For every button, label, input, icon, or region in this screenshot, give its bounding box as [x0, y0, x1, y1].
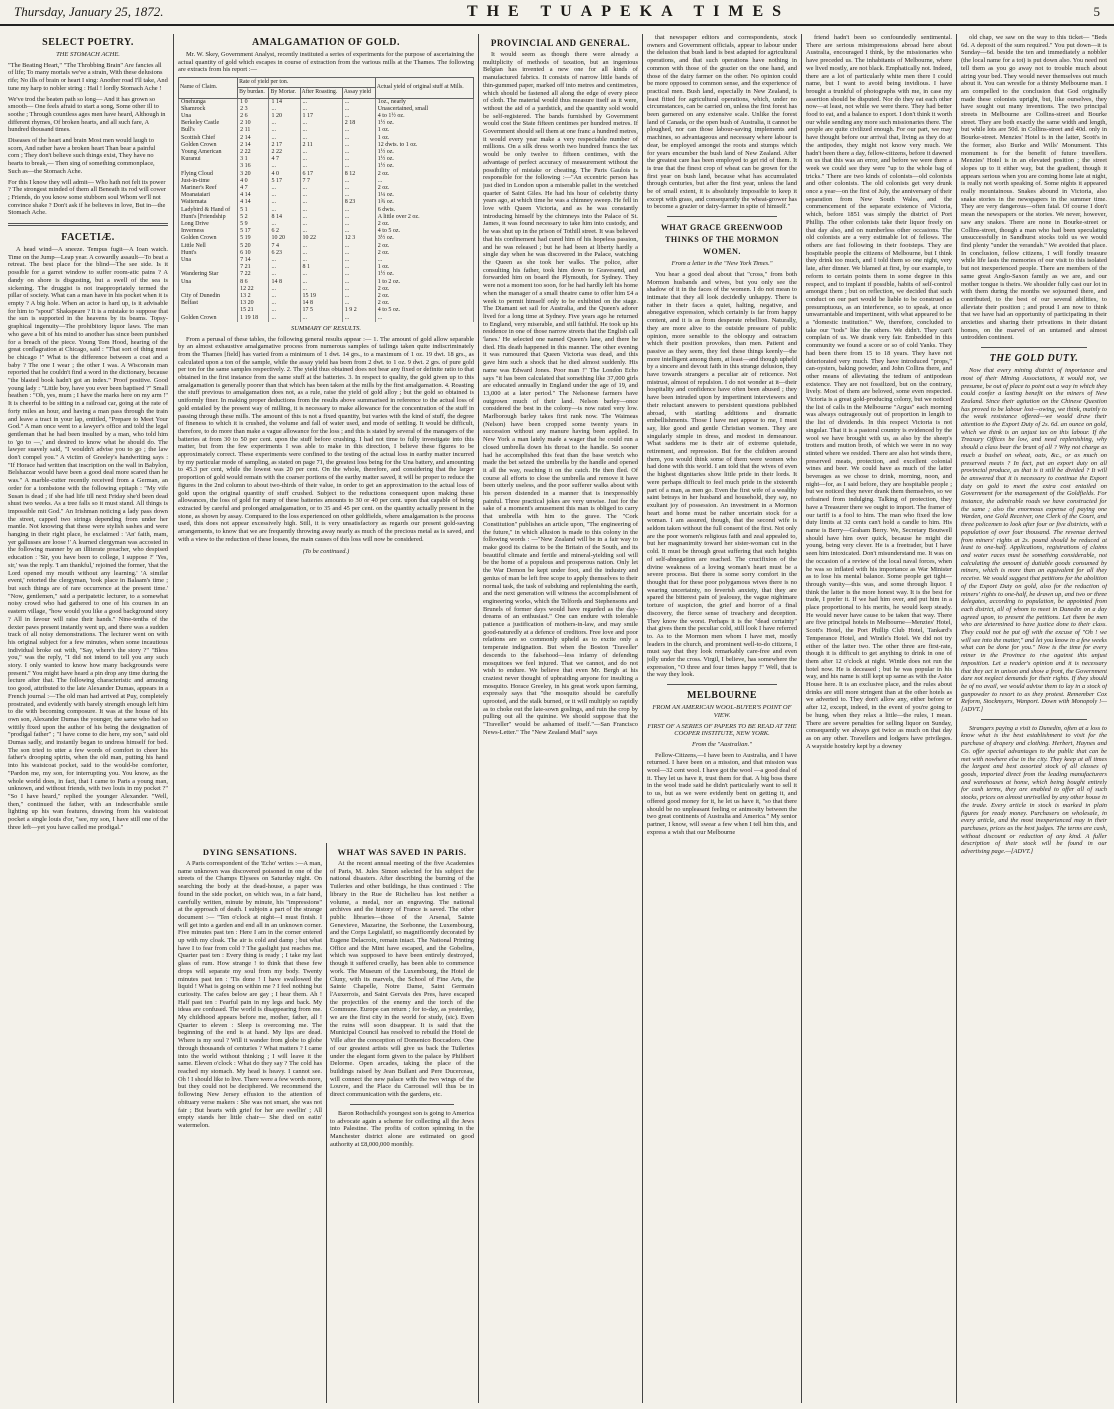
yield-table [178, 77, 474, 322]
table-cell: 1 9 2 [342, 307, 375, 314]
table-cell: A little over 2 oz. [375, 214, 473, 221]
table-header: After Roasting. [300, 88, 342, 98]
table-cell: ... [300, 199, 342, 206]
table-cell: Waitemata [179, 199, 238, 206]
table-cell: Golden Crown [179, 142, 238, 149]
table-cell: 1½ oz. [375, 120, 473, 127]
table-cell: Onehunga [179, 98, 238, 106]
table-cell: 14 8 [269, 279, 300, 286]
table-cell: 2 22 [269, 149, 300, 156]
table-cell: 3 1 [238, 156, 269, 163]
table-cell: 7 14 [238, 257, 269, 264]
article-body: that newspaper editors and correspondents, stock owners and Government officials, appear to labour under the delusion that bush land is best adapted for agricultural operations, and that such operations have nothing in common with those of the grazier on the one hand, and those of the dairy farmer on the other. No opinion could be more opposed to common sense, and the experience of practical men. Bush land, especially in New Zealand, is least fitted for agricultural operations, which, under no circumstances, can be carried on, unless the first forest has been garnered on any extensive scale. Unlike the forest land of Canada, or the open bush of Australia, it cannot be ploughed, nor can those labour-saving implements and machines, so advantageous and necessary where labour is dear, be employed amongst the roots and stumps which for years encumber the bush land of New Zealand. After the greatest care has been employed to get rid of them. It is true that the finest crop of wheat can be grown for the first year on bush land, because what has accumulated through centuries, but after the first year, unless the land be of small extent, it is absolutely impossible to keep it except with grass, and consequently the wheat-grower has to become a grazier or dairy-farmer in spite of himself." [647, 34, 797, 211]
table-cell: ... [300, 156, 342, 163]
table-cell: Moanataiari [179, 192, 238, 199]
table-cell: 12 3 [342, 235, 375, 242]
table-cell: ... [300, 286, 342, 293]
table-row [179, 127, 474, 134]
article-heading: WHAT GRACE GREENWOOD THINKS OF THE MORMON WOMEN. [660, 223, 784, 257]
table-group-header: Rate of yield per ton. [238, 78, 376, 88]
table-cell: 1½ oz. [375, 156, 473, 163]
table-cell: 4 to 5 oz. [375, 307, 473, 314]
divider [981, 347, 1087, 348]
table-cell: ... [300, 192, 342, 199]
table-cell: 5 17 [269, 178, 300, 185]
table-cell: 1½ oz. [375, 163, 473, 170]
table-cell: ... [269, 127, 300, 134]
article-dying-sensations [178, 843, 322, 1403]
table-cell: 2 oz. [375, 293, 473, 300]
table-row [179, 171, 474, 178]
table-cell: 4 0 [269, 171, 300, 178]
table-cell: 2 14 [238, 135, 269, 142]
table-cell: ... [342, 221, 375, 228]
table-cell: Hunt's [179, 250, 238, 257]
article-heading: WHAT WAS SAVED IN PARIS. [337, 847, 467, 857]
table-cell: Bull's [179, 127, 238, 134]
table-row [179, 156, 474, 163]
table-cell: ... [269, 300, 300, 307]
table-cell: ... [342, 286, 375, 293]
table-cell: 7 22 [238, 271, 269, 278]
table-cell: 2 oz. [375, 185, 473, 192]
article-body: Fellow-Citizens,—I have been to Australia, and I have returned. I have been on a mission, and that mission was wool—32 cent wool. I have got the wool —a good deal of it. They let us have it, trust them for that. A big boss there in the wool trade said he didn't particularly want to sell it to us, but as we were evidently bent on getting it, and offered good money for it, he let us have it, "so that there should be no unpleasant feeling or animosity between the two great continents of Australia and America." My senior partner, I know, will swear a few when I tell him this, and express a wish that our Melbourne [647, 751, 797, 836]
table-cell: 10 22 [300, 235, 342, 242]
table-cell: 4 14 [238, 192, 269, 199]
table-cell: 1¾ oz. [375, 199, 473, 206]
table-cell: 6 2 [269, 228, 300, 235]
table-cell: ... [342, 163, 375, 170]
table-cell: ... [375, 178, 473, 185]
table-cell: 1 0 [238, 98, 269, 106]
table-row [179, 207, 474, 214]
table-cell: ... [300, 98, 342, 106]
column-rule [801, 34, 802, 1403]
table-cell: ... [300, 106, 342, 113]
column-rule [642, 34, 643, 1403]
table-cell: 2 oz. [375, 250, 473, 257]
table-header: Actual yield of original stuff at Mills. [375, 78, 473, 98]
table-cell: 8 23 [342, 199, 375, 206]
poem-stanza: For this I know they will admit— Who hath not felt its power ? The strongest minded of them all Beneath its rod will cower ; Friends, do you know some stubborn soul Whom we'll not convince shake ? Don't ask if he believes in love, But in—the Stomach Ache. [8, 178, 167, 217]
table-row [179, 113, 474, 120]
table-cell: 3 16 [238, 163, 269, 170]
column-poetry [8, 34, 168, 1403]
divider [350, 1104, 454, 1105]
table-row [179, 315, 474, 322]
table-cell: 7 7 [300, 178, 342, 185]
table-cell: ... [300, 243, 342, 250]
poem [8, 62, 168, 217]
table-cell: ... [269, 207, 300, 214]
table-row [179, 235, 474, 242]
poem-stanza: Diseases of the heart and brain Most men would laugh to scorn, And rather have a broken heart Than bear a painful corn ; They don't believe such things exist, They have no hearts to break,— Then sing of something commonplace, Such as—the Stomach Ache. [8, 137, 156, 175]
table-cell: ... [300, 315, 342, 322]
article-body: old chap, we saw on the way to this ticket— "Beds 6d. A deposit of the sum required." You put down—it is Sunday—6d. beside the ten and immediately a nobbler (the local name for a tot) is put down also. You need not tell them as you go away not to trouble much about airing your bed. They would never themselves out much about it. You can wrestle for a thirsty Melbourne man. I am compelled to the conclusion that God originally made these colonists upright, but, like ourselves, they have sought out many inventions. The two principal streets in Melbourne are Collins-street and Bourke street. They are both exactly the same width and length, but while lots are 50d. in Collins-street and 40d. only in Bourke-street. Menzies' Hotel is in the latter, Scott's in the former, also Burke and Wills' Monument. This monument is for the benefit of future travellers. Menzies' Hotel is in an elevated position ; the street slopes up to it either way, but the gradient, though it appears serious when you are coming home late at night, is really not worth speaking of. Some nights it appeared really mountainous. Snakes abound in Victoria, also snake stories in the newspapers in the summer time. They are very dangerous—often fatal. Of course I don't mean the newspapers or the stories. We never, however, saw any snakes. There are none in Bourke-street or Collins-street, though a man who had been speculating unsuccessfully in Sandhurst stocks told us we would find plenty "under the verandah." We avoided that place. In conclusion, fellow citizens, I will fondly treasure while life lasts the memories of our visit to this isolated but not inexperienced people. There are members of the same great Anglo-Saxon family as we are, and our mother tongue is theirs. We shoulder fully cast our lot in with them during the months we sojourned there, and contributed, to the best of our several abilities, to alleviate their position ; and proud I am now to think that we have had an opportunity of participating in their anxieties and sharing their privations in their distant homes, on the marvel of an untamed and almost untrodden continent. [961, 34, 1107, 342]
table-row [179, 271, 474, 278]
table-cell: 10 20 [269, 235, 300, 242]
table-row [179, 250, 474, 257]
table-cell: Golden Crown [179, 235, 238, 242]
table-cell: Hunt's [Friendship [179, 214, 238, 221]
news-item: Baron Rothschild's youngest son is going to America to advocate again a scheme for collecting all the Jews into Palestine. The profits of cotton spinning in the Manchester district alone are estimated on good authority at £8,000,000 monthly. [330, 1109, 474, 1148]
facetiae-text: A head wind—A sneeze. Tempus fugit—A Ioan watch. Time on the Jump—Leap year. A cowardly assault—To beat a retreat. The best place for the blind—The see side. Is it possible for a garret window to suffer room-atic pains ? A dandy on shore is disgusting, but a swell of the sea is sickening. The druggist is not inappropriately termed the pillar of society. What can a man have in his pocket when it is empty ? A big hole. When an actor is hard up, is it advisable for him to "spout" Shakspeare ? It is a mistake to suppose that the sun is supported in the heavens by its beams. Topsy-graphical ingenuity—The prohibitory liquor laws. The man who gave a bit of his mind to another has since been punished for a breach of the piece. Young Tom Hood, hearing of the great conflagration at Chicago, said : "That sort of thing must be chicago !" What is the difference between a coat and a baby ? The one I wear ; the other I was. A Wisconsin man reported that he couldn't find a word in the dictionary, because "the blasted book hadn't got an index." Proof positive. Good young lady : "Little boy, have you ever been baptised ?" Small heathen : "Oh, yes, mum ; I have the marks here on my arm !" It is cheerful to be sitting in a railroad car, going at the rate of forty miles an hour, and having a man pass through the train and leave a tract in your lap, entitled, "Prepare to Meet Your God." A man once went to a lawyer's office and told the legal gentleman that he had been insulted by a man, who told him to 'go to —,' and desired to know what he should do. The lawyer suavely said, "I wouldn't advise you to go ; the law don't compel you." A victim of Greeley's handwriting says : "If Horace had written that inscription on the wall in Babylon, Belshazzar would have been a good deal more scared than he was." A marble-cutter recently received from a German, an order for a tombstone with the following epitaph : "My vife Susan is dead ; if she had life till next Friday she'd been dead shust two weeks. As a tree falls so it must stand. All things is impossible mit God." An Irishman noticing a lady pass down the street, capped two strings depending from under her mantle. Not knowing that these were stylish sashes and were hanging in their right place, he exclaimed : 'An' faith, mam, yer gallusses are loose !' A learned clergyman was accosted in the following manner by an illiterate preacher, who despised education : 'Sir, you have been to college, I suppose ?' 'Yes, sir,' was the reply. 'I am thankful,' rejoined the former, 'that the Lord opened my mouth without any learning.' 'A similar event,' retorted the clergyman, 'took place in Balaam's time ; but such things are of rare occurrence at the present time.' "Now, gentlemen," said a peripatetic lecturer, to a somewhat noisy crowd who had gathered to one of his courses in an eastern village, "how would you like a good background story ? All in favour will raise their hands." Nine-tenths of the dexter paws present instantly went up, and there was a sudden track of all noisy demonstrations. The lecturer went on with his original subject for a few minutes, when some incautious individual broke out with, "Say, where's the story ?" "Bless you," was the reply, "I did not intend to tell you any such story. I only wanted to know how many backgrounds were present." You might have heard a pin drop any time during the lecture after that. The following characteristic and amusing too good, attributed to the late Alexander Dumas, appears in a French journal :—The old man had arrived at Puy, completely prostrated, and evidently with barely strength enough left him to die with becoming composure. It was at the house of his own son, Alexander Dumas the younger, the same who had so wittily fixed upon the author of his being the designation of "prodigal father" ; "I have come to die here, my son," said old Dumas sadly, and instantly began to undress himself for bed. The son tried to utter a few words of comfort to cheer his father's drooping spirits, when the old man, putting his hand into his waistcoat pocket, said to the would-be comforter, "Pardon me, my son, for interrupting you. You know, as the whole world does, in fact, that I came to Paris a young man, unknown, and without friends, with two louis in my pocket ?" "So I have heard," replied the younger Alexander. "Well, then," continued the father, with an indescribable smile lighting up his wan features, drawing from his waistcoat pocket a single louis d'or, "see, my son, I have still one of the three left—yet you have called me prodigal." [8, 246, 168, 831]
table-row [179, 98, 474, 106]
table-row [179, 185, 474, 192]
table-cell [179, 163, 238, 170]
table-cell: 2 11 [300, 142, 342, 149]
table-cell: ... [342, 271, 375, 278]
article-body: Now that every mining district of importance and most of their Mining Associations, it would not, we presume, be out of place to point out a way in which they could confer a lasting benefit on the miners of New Zealand. Since their agitation on the Chinese Question has proved to be labour lost—owing, we think, mainly to the weak resistance offered—we would draw their attention to the Export Duty of 2s. 6d. an ounce on gold, which we think is an unjust tax on this labour. If the Treasury Offices be low, and need replenishing, why should a class bear the brunt of all ? Why not charge as much a bushel on wheat, oats, &c., or as much on preserved meats ? In fact, put an export duty on all provincial produce, as that is it still be divided ? It will be answered that it is necessary to continue the Export duty on gold to meet the extra cost entailed on Government for the management of the Goldfields. For instance, the admirable roads we have constructed for the same ; also the enormous expense of paying one Warden, one Gold Receiver, one Clerk of the Court, and three policemen to look after four or five districts, with a population of over four thousand. The revenue derived from miners' rights at 2s. pound should be reduced at least to one-half. Applications, registrations of claims and water races must be something considerable, not calculating the amount of dutiable goods consumed by miners, which is more than an equivalent for all they receive. We would suggest that petitions for the abolition of the Export Duty on gold, also for the reduction of miners' rights to one-half, be drawn up, and two or three delegates, according to population, be appointed from each district, all of whom to meet in Dunedin on a day agreed upon, to present the petitions. Let them be men who are determined to have justice done to their class. They could not be put off with the excuse of "Oh ! we will see into the matter," and let you know in a few weeks what can be done for you." Now is the time for every miner in the Province to rise against this unjust imposition. Let a reader's opinion and it is necessary that they act in unison and show a front, the Government dare not neglect demands for their rights. If they should be of no avail, we would advise them to lay in a stock of gunpowder to resort to as they protest. Remember Cox Reform, Stockmyers, Wanport. Down with Monopoly !—[ADVT.] [961, 367, 1107, 714]
table-cell: ... [342, 250, 375, 257]
table-cell: 6 dwts. [375, 207, 473, 214]
table-cell: 1 oz. [375, 264, 473, 271]
column-six [961, 34, 1107, 1403]
table-row [179, 192, 474, 199]
article-body: You hear a good deal about that "cross," from both Mormon husbands and wives, but you only see the shadow of it in the faces of the women. I do not mean to intimate that they all look decidedly unhappy. There is rather in their faces a quiet, halting, negative, and abnegative expression, which certainly is far from happy content, and it is as from desperate rebellion. Naturally, they are more alive to the outside pressure of public opinion, more sensible to the obloquy and ostracism which their position provokes, than men. Patient and passive as they seem, they feel these things keenly—the more intelligent among them, at least—and though upheld by a sincere and devout faith in this strange delusion, they have towards strangers a peculiar air of reticence. Not mistrust, almost of repulsion. I do not wonder at it—their hospitality and confidence have often been abused ; they have been intruded upon by impertinent interviewers and their reluctant answers to persistent questions published abroad, with startling additions and dramatic embellishments. Those I have met appear to me, I must say, like good and gentle Christian women. They are singularly simple in dress, and modest in demeanour. What saddens me is their air of extreme quietude, retirement, and repression. But for the children around them, you would think some of them were women who had done with this world. I am told that the wives of even the highest dignitaries show little pride in their lords. It were perhaps difficult to feel much pride in the sixteenth part of a man, as men go. Even the first wife of a wealthy saint betrays in her husband and household, they say, no exultant joy of possession. An investment in a Mormon heart and home must be rather uncertain stock for a woman. I am assured, though, that the second wife is seldom taken without the full consent of the first. Not only are the poor women's religious faith and zeal appealed to, but her magnanimity toward her sister-woman cut in the cold. It must be through great suffering that such heights of self-abnegation are reached. The crucifixion of the divine weakness of a loving woman's heart must be a severe process. But there is some sorry comfort in the thought that for these poor polygamous wives there is no wearing uncertainty, no feverish anxiety, that they are spared the bitterest pain of jealousy, the vague nightmare torture of suspicion, the grief and horror of a final discovery, the fierce sense of treachery and deception. They know the worst. Perhaps it is the "dead certainty" that gives them the peculiar cold, still look I have referred to. As to the Mormon men whom I have met, mostly leaders in the church, and prominent well-to-do citizens, I must say that they look remarkably care-free and even jolly under the cross. Virgil, I believe, has somewhere the expression, "O three and four times happy !" Well, that is the way they look. [647, 270, 797, 679]
table-cell: ... [300, 207, 342, 214]
table-cell: ... [342, 279, 375, 286]
table-cell: ... [342, 228, 375, 235]
divider [667, 216, 777, 217]
table-cell: 5 9 [238, 221, 269, 228]
table-cell: 1½ oz. [375, 149, 473, 156]
table-cell: ... [342, 185, 375, 192]
poem-title: THE STOMACH ACHE. [56, 51, 120, 58]
table-cell: 2 6 [238, 113, 269, 120]
table-header: By Mortar. [269, 88, 300, 98]
table-cell: 2 14 [238, 142, 269, 149]
table-cell: ... [269, 221, 300, 228]
table-cell: 2 oz. [375, 286, 473, 293]
table-cell: ... [342, 214, 375, 221]
table-cell: Wandering Star [179, 271, 238, 278]
table-row [179, 286, 474, 293]
table-cell: 3½ oz. [375, 235, 473, 242]
table-cell: ... [300, 257, 342, 264]
masthead [0, 0, 1114, 26]
table-cell: 12 dwts. to 1 oz. [375, 142, 473, 149]
table-header: By burdan. [238, 88, 269, 98]
table-cell: 1½ oz. [375, 271, 473, 278]
table-cell: 13 2 [238, 293, 269, 300]
article-saved-in-paris [330, 843, 474, 1403]
table-cell [179, 286, 238, 293]
table-cell: ... [269, 315, 300, 322]
table-cell: 2 oz. [375, 171, 473, 178]
column-rule [173, 34, 174, 1403]
article-intro: Mr. W. Skey, Government Analyst, recently instituted a series of experiments for the purpose of ascertaining the actual quantity of gold which escapes in course of extraction from the various mills at the Thames. The following are extracts from his report :— [178, 51, 474, 74]
table-cell: ... [300, 271, 342, 278]
page-number: 5 [1093, 4, 1100, 19]
table-cell: ... [342, 243, 375, 250]
table-cell: 4 to 1½ oz. [375, 113, 473, 120]
table-cell: ... [375, 257, 473, 264]
table-cell: ... [300, 250, 342, 257]
table-row [179, 300, 474, 307]
table-cell: 1oz., nearly [375, 98, 473, 106]
table-cell: ... [300, 163, 342, 170]
table-cell: 6 23 [269, 250, 300, 257]
table-cell: ... [269, 135, 300, 142]
table-header: Assay yield [342, 88, 375, 98]
table-cell: ... [300, 185, 342, 192]
table-cell: ... [342, 142, 375, 149]
table-cell: ... [342, 106, 375, 113]
table-cell [179, 307, 238, 314]
table-cell: Scottish Chief [179, 135, 238, 142]
table-cell: 1 oz. [375, 127, 473, 134]
table-cell: ... [300, 149, 342, 156]
column-four [647, 34, 797, 1403]
table-cell: Una [179, 279, 238, 286]
table-cell: 15 19 [300, 293, 342, 300]
table-cell: ... [269, 257, 300, 264]
article-body: It would seem as though there were already a multiplicity of methods of taxation, but an ingenious Belgian has invented a new one for all kinds of manufactured fabrics. It consists of narrow little bands of thin-gummed paper, marked off into metres and centimetres, which should be fastened all along the edge of every piece of cloth. The material would thus measure itself as it were, without the aid of a yardstick, and the quantity sold would be self-registered. The bands furnished by Government would cost the State fifteen centimes per hundred metres. If Government should sell them at one franc a hundred metres, it would every year make a very respectable number of millions. On a silk dress worth two hundred francs the tax would be only twelve to fifteen centimes, with the advantage of perfect accuracy of measurement without the possibility of mistake or cheating. The Paris Gaulois is responsible for the following :—"An eccentric person has just died in London upon a miserable pallet in the wretched quarter of Saint Giles. He had his hour of celebrity thirty years ago, at which time he was a chimney sweep. He fell in love with Queen Victoria, and as he was constantly introducing himself by the chimneys into the Palace of St. James, it was found necessary to take him into custody, and he was shut up in the prison of Tothill street. It was believed that his confinement had cured him of his hopeless passion, and he was released ; but he had been at liberty hardly a single day when he was discovered in the Palace, watching the Queen as she took her walks. The police, after consulting his father, took him down to Gravesend, and forwarded him on board the Plymouth, for Sydney. They were not a moment too soon, for he had hardly left his home when the manager of a small theatre came to offer him £4 a week to permit himself only to be exhibited on the stage. The Diamant set sail for Australia, and the Queen's adorer lived for a long time at Sydney. Five years ago he returned to England, very miserable, and still faithful. He took up his residence in one of those narrow streets that the English call 'lanes.' He selected one named Queen's lane, and there he died. His death happened in this manner. The other evening it was rumoured that Queen Victoria was dead, and this gave him such a shock that he died almost suddenly. His name was Edward Jones. Poor man !" The London Echo says "it has been calculated that something like 37,000 girls are educated annually in England under the age of 19, and 13,000 at a later period." The Nelsonese farmers have outgrown much of their land. Nelson barley—once considered the best in the colony—is now rated very low. Marlborough barley takes first rank now. The Waimeas (Nelson) have been cropped some twenty years in succession without any manure having been applied. In New York a man lately made a wager that he could run a closed umbrella down his throat to the handle. So sooner had he accomplished this feat than the base wretch who made the bet seized the umbrella by the handle and opened it all the way, reaching it on the catch. He then fled. Of course all efforts to close the umbrella and remove it have been utterly useless, and the poor sufferer walks about with his person distended in a manner that is inexpressibly painful. Three practical jokes are very unwise. Just for the sake of a moment's amusement this man is obliged to carry that umbrella with him to the grave. The "Cork Constitution" publishes an article upon, "The engineering of the future," in which allusion is made to this colony in the following words : —"New Zealand will be in a fair way to make good its claims to be the Britain of the South, and its beautiful climate and fertile and mineral-yielding soil will be the home of a populous and prosperous nation. Only let the War Demon be kept under foot, and the industry and genius of man be left free scope to apply themselves to their normal task, the task of subduing and replenishing the earth, and the next generation will witness the accomplishment of engineering works, which the Telfords and Stephensons and Brunels of former days would have regarded as the day-dreams of an enthusiast." One can endure with tolerable patience a justification of mothers-in-law, and may smile good-naturedly at a defence of creditors. Free love and poor relations are so commonly upheld as to excite only a temperate indignation. But when the Boston 'Traveller' descends to the falsehood—less infamy of defending mosquitoes we feel injured. That we cannot, and do not wish to endure. We believe that even Mr. Bergh at his craziest never thought of upbraiding anyone for insulting a mosquito. Horace Greeley, in his great work upon farming, expressly says that "the mosquito should be carefully uprooted, and the stalk burned, or it will multiply so rapidly as to choke out the late-sown goslings, and ruin the crop by pulling out all the quinine. We should suppose that the "Traveller" would be ashamed of itself."—San Francisco News-Letter." The "New Zealand Mail" says [483, 51, 638, 736]
table-cell: 17 5 [300, 307, 342, 314]
table-cell: ... [342, 264, 375, 271]
table-cell: ... [269, 106, 300, 113]
table-cell: 6 17 [300, 171, 342, 178]
table-cell: Inverness [179, 228, 238, 235]
table-cell: 5 2 [238, 214, 269, 221]
table-cell: ... [342, 293, 375, 300]
table-cell: Kuranui [179, 156, 238, 163]
column-rule [956, 34, 957, 1403]
table-cell: 1 19 18 [238, 315, 269, 322]
table-cell: 1 17 [300, 113, 342, 120]
table-row [179, 135, 474, 142]
table-cell: 1 14 [269, 98, 300, 106]
table-cell: 12 22 [238, 286, 269, 293]
table-row [179, 214, 474, 221]
table-cell: ... [342, 178, 375, 185]
section-heading-facetiae: FACETIÆ. [61, 232, 115, 244]
table-cell: ... [269, 307, 300, 314]
table-row [179, 199, 474, 206]
article-source: From a letter in the "New York Times." [671, 260, 773, 268]
table-row [179, 221, 474, 228]
table-cell: Una [179, 113, 238, 120]
table-row [179, 243, 474, 250]
table-row [179, 120, 474, 127]
section-heading-poetry: SELECT POETRY. [42, 37, 134, 48]
article-heading: THE GOLD DUTY. [989, 353, 1079, 365]
table-cell: ... [269, 185, 300, 192]
table-cell: ... [269, 163, 300, 170]
table-cell: 4 7 [269, 156, 300, 163]
article-subheading: FIRST OF A SERIES OF PAPERS TO BE READ AT THE COOPER INSTITUTE, NEW YORK. [647, 722, 797, 738]
advertisement: Strangers paying a visit to Dunedin, often at a loss to know what is the best establishment to visit for the purchase of drapery and clothing. Herbert, Haynes and Co. offer special advantages to the public that can be met with nowhere else in the city. They keep at all times the largest and best assorted stock of all classes of goods, imported direct from the leading manufacturers and warehouses at home, which being bought entirely for cash terms, they are enabled to offer all of such stocks, prices on almost unrivalled by any other house in the trade. Every article in stock is marked in plain figures for ready money. Purchasers on wholesale, in every article, and the most inexperienced may in their purchases, prices as the best judges. The terms are cash, without discount or reduction of any kind. A fuller description of their stock will be found in our advertising page.—[ADVT.] [961, 724, 1107, 856]
article-heading: DYING SENSATIONS. [202, 847, 298, 857]
table-cell: Belfast [179, 300, 238, 307]
table-cell: ... [342, 98, 375, 106]
table-cell: 8 12 [342, 171, 375, 178]
table-cell: 2 oz. [375, 243, 473, 250]
table-cell: ... [300, 228, 342, 235]
table-cell: City of Dunedin [179, 293, 238, 300]
table-cell: Ladybird & Hand of [179, 207, 238, 214]
table-cell: 2 oz. [375, 221, 473, 228]
table-cell: 2 11 [238, 127, 269, 134]
table-cell: ... [300, 279, 342, 286]
table-header: Name of Claim. [179, 78, 238, 98]
table-cell: ... [342, 192, 375, 199]
newspaper-title: THE TUAPEKA TIMES [466, 3, 791, 20]
table-cell: 4 to 5 oz. [375, 228, 473, 235]
divider [981, 719, 1087, 720]
table-cell: 8 14 [269, 214, 300, 221]
article-source: From the "Australian." [692, 740, 752, 748]
divider [8, 223, 168, 226]
table-cell: Shamrock [179, 106, 238, 113]
table-cell: ... [269, 286, 300, 293]
table-cell: Flying Cloud [179, 171, 238, 178]
table-cell: 2 17 [269, 142, 300, 149]
summary-heading: SUMMARY OF RESULTS. [291, 324, 361, 332]
table-cell: 1 oz. [375, 135, 473, 142]
table-row [179, 163, 474, 170]
article-heading: AMALGAMATION OF GOLD. [252, 37, 400, 48]
table-cell: Just-in-time [179, 178, 238, 185]
table-cell: ... [342, 315, 375, 322]
table-cell: Berkeley Castle [179, 120, 238, 127]
table-cell: 5 17 [238, 228, 269, 235]
table-cell: Mariner's Reef [179, 185, 238, 192]
table-cell: 14 8 [300, 300, 342, 307]
divider [667, 684, 777, 685]
column-rule [326, 843, 327, 1403]
table-row [179, 264, 474, 271]
table-cell: 7 21 [238, 264, 269, 271]
table-row [179, 149, 474, 156]
article-body: From a perusal of these tables, the following general results appear :— 1. The amount of gold allow separable by an almost exhaustive amalgamative process from numerous samples of tailings taken quite indiscriminately from the Thames [field] has varied from a minimum of 1 dwt. 14 grs., to a maximum of 1 oz. 19 dwt. 18 grs., as calculated upon a ton of the sample, while the assay yield has been from 2 dwt. to 1 oz. 9 dwt. 2 grs. of pure gold per ton for the same samples respectively. 2. The yield thus obtained does not bear any fixed or definite ratio to that obtained in the first instance from the same stuff at the batteries. 3. In respect to quality, the gold given up to this amalgamation is generally poorer than that which has been taken at the mills by the first amalgamation. 4. Roasting the stuff previous to amalgamation does not, as a rule, raise the yield of gold alloy ; but the gold so obtained is uniformly finer. In making proper deductions from the results above summarised in reference to the actual loss of gold entailed by the present way of milling, it is necessary to make allowance for the concentration of the stuff in passing through these mills. The amount of this is not a fixed quantity, but varies with the kind of stuff, the degree of fineness to which it is crushed, the volume and fall of water used, and mode of settling. It would be difficult, therefore, to do more than make a vague allowance for the loss ; and this is stated by several of the managers of the batteries at from 30 to 50 per cent. upon the stuff before crushing. I had not time to fully investigate into this matter, but from the few experiments I was able to make in this direction, I believe these figures to be approximately correct. These experiments were confined to the testing of the actual loss in earthy matter incurred by my particular mode of sampling, as stated on page 71, the greatest loss being for the Una battery, and amounting to 45.3 per cent, while the lowest was 20 per cent. On the whole, therefore, and considering that the larger proportion of gold would remain with the coarser portions of the earthy matter saved, it will be proper to reduce the figures in the 2nd column to about two-thirds of their value, in order to get an approximation to the actual loss of gold upon the original quantity of stuff crushed. Subject to the reductions consequent upon making these allowances, the loss of gold for many of these batteries amounts to 30 or 40 per cent. upon that capable of being extracted by careful and prolonged amalgamation, or to 35 and 45 per cent. on the quantity actually present in the stone, as shown by assay. Compared to the loss experienced on other goldfields, where amalgamation is the process used, this does not appear excessively high. Still, it is very unsatisfactory as regards our present gold-saving arrangements, to know that we are frequently throwing away nearly as much of the precious metal as is saved, and with a view to the reduction of these losses, the main causes of this loss will now be considered. [178, 335, 474, 543]
table-body [179, 98, 474, 322]
article-provincial-general [483, 34, 638, 1403]
table-cell: ... [300, 214, 342, 221]
table-cell: ... [342, 135, 375, 142]
article-body: At the recent annual meeting of the five Academies of Paris, M. Jules Simon selected for his subject the national disasters. After describing the burning of the Tuileries and other buildings, he thus continued : The library in the Rue de Richelieu has lost neither a volume, a medal, nor an engraving. The national archives and the history of France is saved. The other public libraries—those of the Arsenal, Sainte Genevieve, Mazarine, the Sorbonne, the Luxembourg, and the Corps Legislatif, so magnificently decorated by Eugene Delacroix, remain intact. The National Printing Office and the Mint have escaped, and the Gobelins, which was supposed to have been entirely destroyed, though it suffered cruelly, has been able to commence work. The Museum of the Luxembourg, the Hotel de Cluny, with its marvels, the School of Fine Arts, the Sainte Chapelle, Notre Dame, Saint Germain l'Auxerrois, and Saint Gervais des Pres, have escaped the projectiles of the enemy and the torch of the Commune. Europe can return ; for to-day, as yesterday, we are the first city in the world for study, (sic). Even the ruins will soon disappear. It is said that the Municipal Council has resolved to rebuild the Hotel de Ville after the conception of Domenico Boccadoro. One of our greatest artists will give us back the Tuileries under the elegant form given to the palace by Philibert Delorme. Open arcades, taking the place of the buildings raised by Jean Bullant and Pere Ducerceau, will connect the new palace with the two wings of the Louvre, and the Place du Carrousel will thus be in direct communication with the gardens, etc. [330, 860, 474, 1099]
table-cell: ... [342, 156, 375, 163]
table-cell: ... [342, 149, 375, 156]
article-amalgamation [178, 34, 474, 834]
table-cell: ... [300, 127, 342, 134]
table-cell: ... [342, 127, 375, 134]
table-cell: 7 4 [269, 243, 300, 250]
table-cell: ... [300, 221, 342, 228]
table-cell: 15 21 [238, 307, 269, 314]
table-cell: 2 oz. [375, 300, 473, 307]
table-cell: Long Drive [179, 221, 238, 228]
table-cell: Young American [179, 149, 238, 156]
table-cell: 5 1 [238, 207, 269, 214]
article-body: friend hadn't been so confoundedly sentimental. There are serious misimpressions abroad here about Australia, encouraged I think, by the missionaries who have preceded us. The inhabitants of Melbourne, where we lived mostly, are not black. Emphatically not. Indeed, there are a lot of particularly white men there I could name, but I want to avoid being invidious. I have brought a trunkful of photographs with me, in case my assertion should be disputed. Nor do they eat each other now—at least, not while we were there. They had better food to eat, and a balance to export. I don't think it worth our while sending any more such missionaries there. The people are quite civilized enough. For our part, we may have thought before our arrival that, living as they do at the antipodes, they might not know very much. We hadn't been there a day, fellow-citizens, before it dawned on us that this was an error, and before we were there a week we could see they were "up to the whole bag of tricks." There are two kinds of colonists—old colonists and other colonists. The old colonists get very drunk once a year—on the first of July, the anniversary of their separation from New South Wales, and the commencement of the separate existence of Victoria, which, before 1851 was simply the district of Port Phillip. The other colonists take their liquor freely on that day also, and on numberless other occasions. The old colonists are a very estimable lot of fellows. The others are fast following in their footsteps. They are hospitable people the citizens of Melbourne, but I think they drink too much, and I told them so one night, very late, after dinner. We blamed at first, by our example, to reform to certain points them in some degree in this respect, and to implant if possible, habits of self-control amongst them ; but on reflection, we decided that such conduct on our part would be liable to be construed as presumptuous, as an interference, so to speak, at once unwarrantable and impertinent, with what appeared to be a "domestic institution." We, therefore, concluded to take our "tods" like the others. We didn't. They can't complain of us. We drank very fair. Embedded in this community we found a score or so of cold Yanks. They had been there from 15 to 18 years. They have not deteriorated very much. They have introduced "props," can-oysters, baking powder, and John Collins there, and other means of alleviating the tedium of antipodean existence. They are not fossilized, but on the contrary, lively. Most of them are beloved, some even respected. Victoria is a great gold-producing colony, but we noticed the list of calls in the Melbourne "Argus" each morning was always outrageously out of proportion in length to the list of dividends. In this respect Victoria is not singular. That it is a pastoral country is evidenced by the wool we have brought with us, as also by the sheep's trotters and mutton broth, of which we were in no way stinted where we resided. There are also hot winds there, preserved meats, protection, and excellent colonial wines and beer. We could have as much of the latter beverages as we chose to drink, morning, noon, and night—for, as I said before, they are hospitable people ; but we noticed they never drank them themselves, so we refrained from indulging. Talking of protection, they have a Treasurer there we ought to import. The framer of our tariff is a fool to him. The man who fixed the low duty limits at 32 cents can't hold a candle to him. His name is Berry—Graham Berry. We, Secretary Boutwell should have him over quick, because he might die young, being very clever. He is a freetrader, but I have seen him intoxicated. Don't misunderstand me. It was on the occasion of a review of the local naval forces, when he was so inflated with his importance as War Minister as to lose his mental balance. Some people get tight—through vanity—this was, and some through liquor. I think the latter is the more honest way. It is the best for trade, I prefer it. If we had him over, and put him in a place proportional to his merits, he would keep steady. He would never have cause to be taken that way. There are five principal hotels in Melbourne—Menzies' Hotel, Scott's Hotel, the Port Phillip Club Hotel, Tankard's Temperance Hotel, and Wintle's Hotel. We did not try either of the latter two. The other three are first-rate, though it is difficult to get anything to drink in one of them after 12 o'clock at night. Wintle does not run the hotel now. He is deceased ; but he was popular in his way, and his name is still kept up same as with the Astor House here. It is an exclusive place, and the rules about drinks are still more stringent than at the other hotels as we adverted to. They don't allow any, either before or after 12, except, indeed, in the event of you're going to be hung, when they relax a little—the rules, I mean. There are severe penalties for selling liquor on Sunday, consequently we always got twice as much on that day as on any other. Travellers and lodgers have privileges. A wayside hostelry kept by a downey [806, 34, 952, 750]
table-cell: 2 10 [238, 120, 269, 127]
table-cell: 3 20 [238, 171, 269, 178]
poem-stanza: We've trod the beaten path so long— And it has grown so smooth— One feels afraid to start a song, Some other ill to soothe ; Through countless ages men have heard, Although in different rhymes, Of broken hearts, and all such fare, A hundred thousand times. [8, 95, 166, 134]
column-five [806, 34, 952, 1403]
table-cell: 2 3 [238, 106, 269, 113]
table-row [179, 228, 474, 235]
table-cell: ... [300, 135, 342, 142]
table-cell: ... [269, 293, 300, 300]
table-cell: ... [269, 264, 300, 271]
table-row [179, 106, 474, 113]
article-heading: MELBOURNE [686, 690, 758, 702]
table-cell: ... [269, 271, 300, 278]
table-row [179, 257, 474, 264]
table-cell: 13 20 [238, 300, 269, 307]
article-subheading: FROM AN AMERICAN WOOL-BUYER'S POINT OF VIEW. [652, 704, 792, 719]
table-cell: 6 10 [238, 250, 269, 257]
table-row [179, 307, 474, 314]
table-cell: 8 6 [238, 279, 269, 286]
article-body: A Paris correspondent of the 'Echo' writes :—A man, name unknown was discovered poisoned in one of the streets of the Champs Elysees on Saturday night. On searching the body at the dead-house, a paper was found in the side pocket, on which was, in a fair hand, carefully written, minute by minute, his "impressions" at the approach of death. I subjoin a part of the strange document :— "Ten o'clock at night—I must finish. I will get into a garden and end all in an unknown corner. Five minutes past ten : Here I am in the corner entered up with my cloak. The air is cold and damp ; but what have I to fear from cold ? The gaslight just reaches me. Quarter past ten : Every thing is ready ; I take my last glass of rum. How strange ! to think that these few drops will separate my soul from my body. Twenty minutes past ten : 'Tis done ! I have swallowed the liquid ! What is going on within me ? I feel nothing but curiosity. The cafes below are gay ; I hear them. Ah ! Half past ten : Fearful pain in my legs and back. My ideas are confused. The world is disappearing from me. My childhood appears before me, mother, father, all ! Quarter to eleven : Sleep is overcoming me. The beginning of the end is at hand. My lips are dead. Where is my soul ? Will it wander from globe to globe through thousands of centuries ? What matters ? I came into the world without thinking ; I will leave it the same. Eleven o'clock : What do they say ? The cold has reached my stomach. My head is heavy. I cannot see. Oh ! I should like to live. There were a few words more, but they could not be deciphered. We recommend the following New Jersey effusion to the attention of obituary verse makers : She was not smart, she was not fair ; But hearts with grief for her are swellin' ; All empty stands her little chair— She died on eatin' watermelon. [178, 860, 322, 1129]
table-row [179, 178, 474, 185]
table-cell: ... [375, 315, 473, 322]
table-cell: ... [342, 257, 375, 264]
table-cell: ... [269, 120, 300, 127]
table-cell: Una [179, 257, 238, 264]
table-cell: ... [342, 207, 375, 214]
table-cell: ... [342, 300, 375, 307]
table-cell: 1 to 2 oz. [375, 279, 473, 286]
continued-note: (To be continued.) [302, 547, 350, 555]
table-cell: Golden Crown [179, 315, 238, 322]
table-cell: 1¼ oz. [375, 192, 473, 199]
issue-date: Thursday, January 25, 1872. [14, 4, 164, 19]
table-cell: 5 19 [238, 235, 269, 242]
table-row [179, 279, 474, 286]
table-cell: 1 20 [269, 113, 300, 120]
table-cell: Little Nell [179, 243, 238, 250]
table-cell: 2 22 [238, 149, 269, 156]
column-rule [478, 34, 479, 1403]
table-cell: 4 7 [238, 185, 269, 192]
table-cell [179, 264, 238, 271]
table-cell: 4 0 [238, 178, 269, 185]
table-cell: ... [269, 199, 300, 206]
article-heading: PROVINCIAL AND GENERAL. [490, 38, 631, 48]
poem-stanza: "The Beating Heart," "The Throbbing Brain" Are fancies all of life; To many mortals we've a strain, With these delusions rife; No ills of brain or heart I sing: Another road I'll take, And tune my harp to nobler string : Hail ! lordly Stomach Ache ! [8, 61, 168, 92]
table-cell: ... [300, 120, 342, 127]
table-cell: ... [269, 192, 300, 199]
table-row [179, 142, 474, 149]
table-cell: 2 18 [342, 120, 375, 127]
table-cell: 4 14 [238, 199, 269, 206]
table-row [179, 293, 474, 300]
table-cell: ... [342, 113, 375, 120]
table-cell: 5 20 [238, 243, 269, 250]
table-cell: 8 1 [300, 264, 342, 271]
table-cell: Unascertained, small [375, 106, 473, 113]
